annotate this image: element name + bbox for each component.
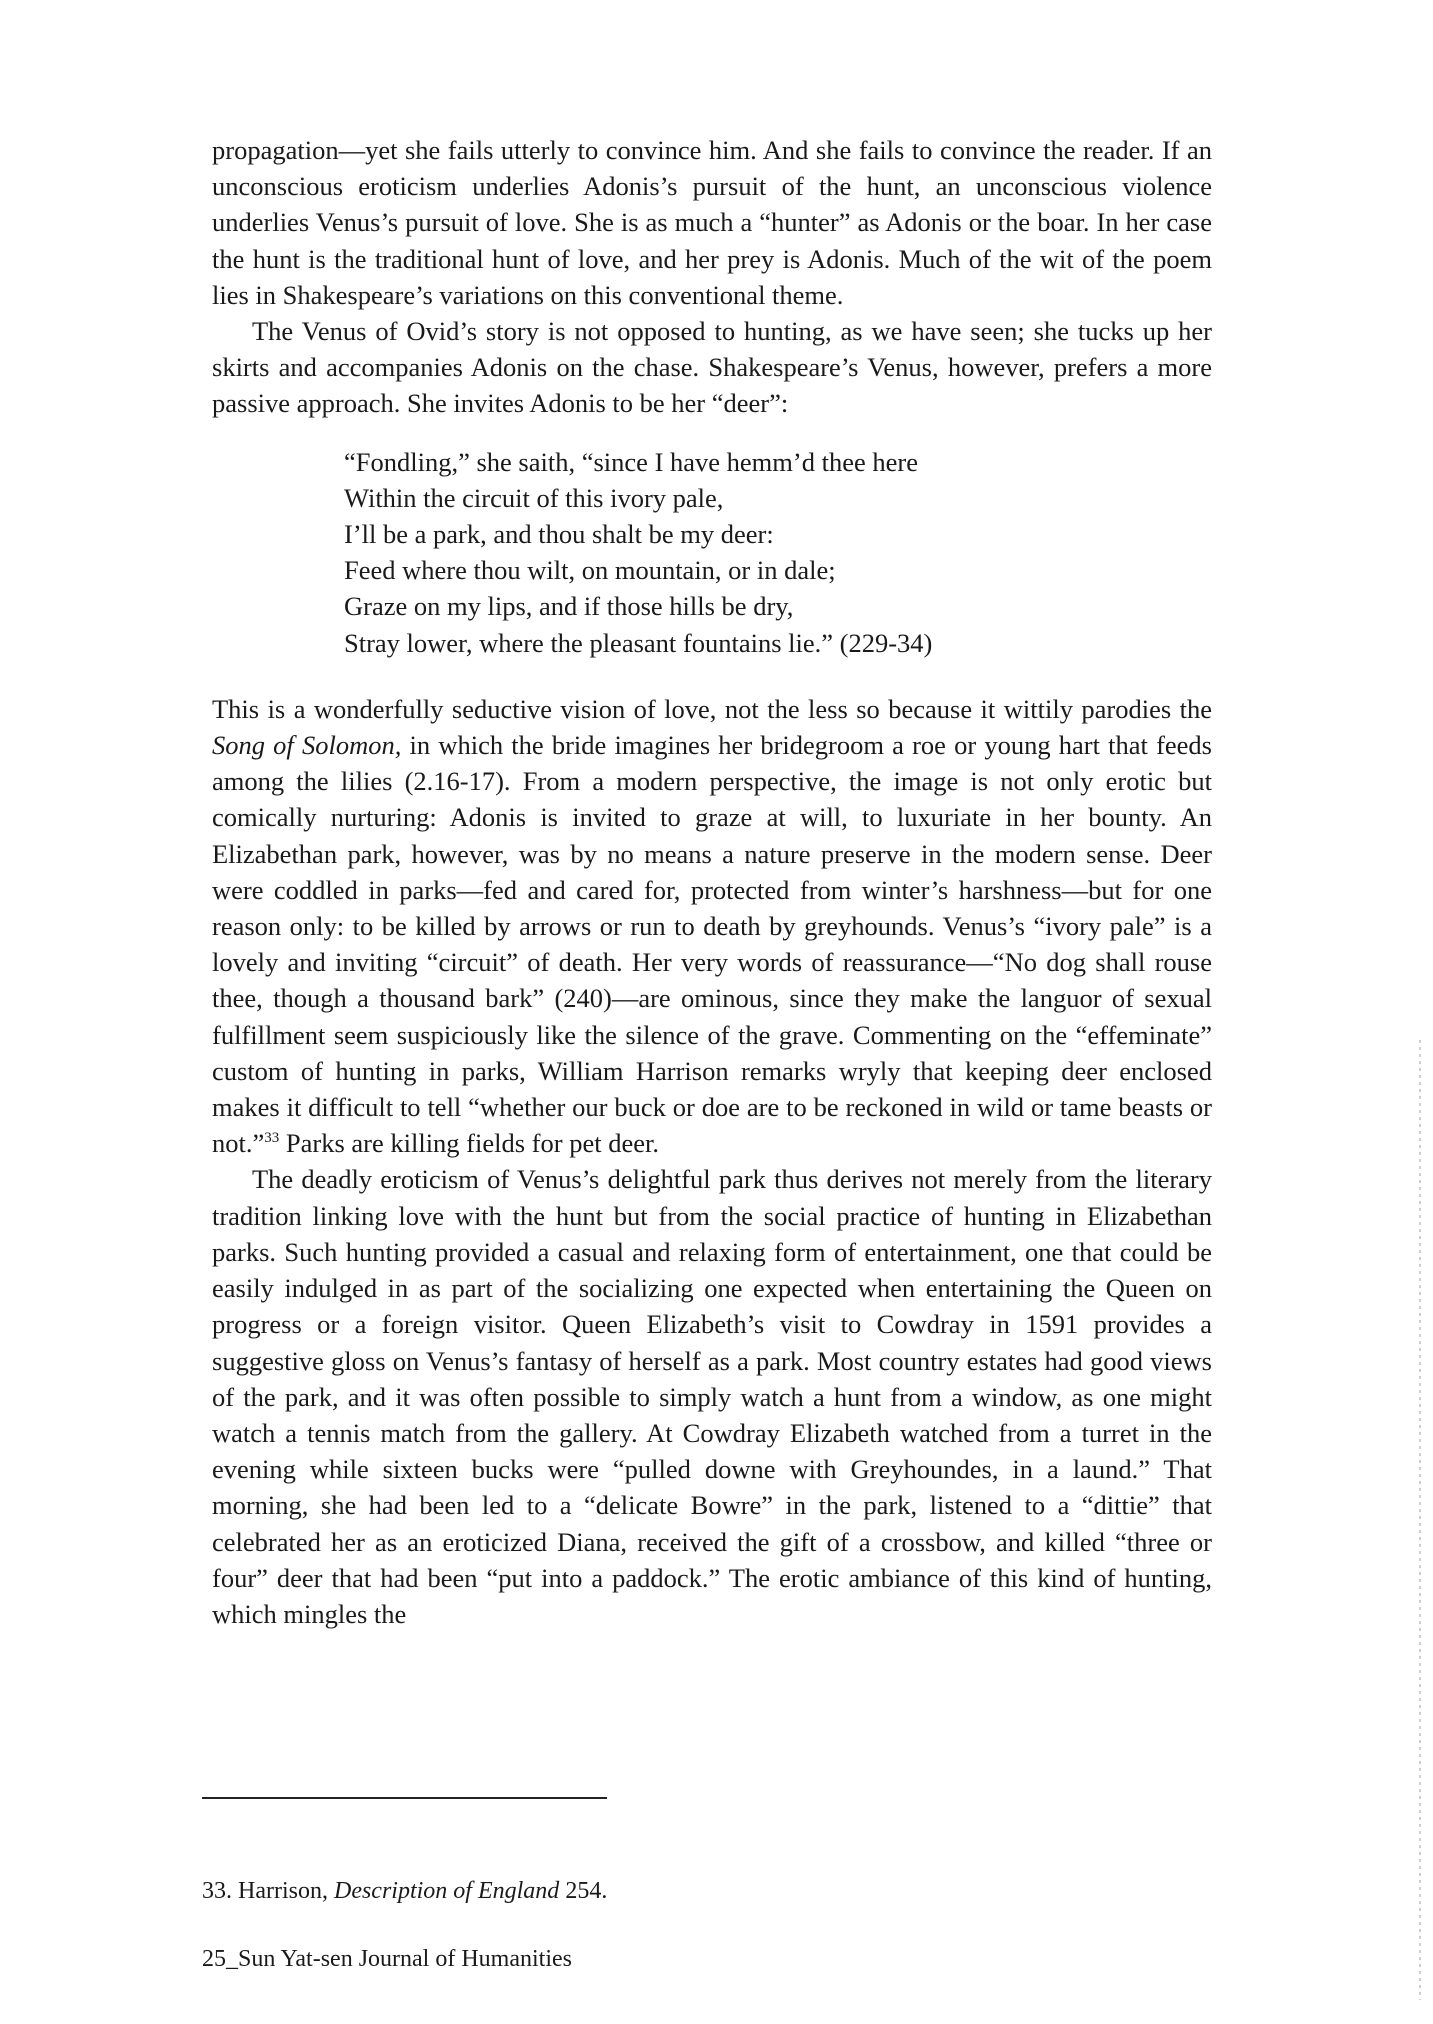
scan-edge-mark [1419,1040,1421,2000]
paragraph-3-text-c: Parks are killing fields for pet deer. [279,1128,659,1159]
verse-line: “Fondling,” she saith, “since I have hemm’d thee here [344,446,918,477]
verse-line: I’ll be a park, and thou shalt be my deer: [344,519,774,550]
paragraph-3 [212,691,1212,1162]
footnote-lead: 33. Harrison, [202,1878,334,1904]
article-body [212,132,1212,1632]
song-of-solomon-title: Song of Solomon, [212,730,402,761]
paragraph-1: propagation—yet she fails utterly to convince him. And she fails to convince the reader. If an unconscious eroticism underlies Adonis’s pursuit of the hunt, an unconscious violence underlies Venus’s pursuit of love. She is as much a “hunter” as Adonis or the boar. In her case the hunt is the traditional hunt of love, and her prey is Adonis. Much of the wit of the poem lies in Shakespeare’s variations on this conventional theme. [212,135,1212,310]
paragraph-2: The Venus of Ovid’s story is not opposed to hunting, as we have seen; she tucks up her skirts and accompanies Adonis on the chase. Shakespeare’s Venus, however, prefers a more passive approach. She invites Adonis to be her “deer”: [212,316,1212,419]
footnote-book-title: Description of England [333,1878,560,1904]
verse-line: Feed where thou wilt, on mountain, or in dale; [344,555,836,586]
footnote-page: 254. [559,1878,608,1904]
verse-line: Graze on my lips, and if those hills be dry, [344,591,794,622]
page-footer: 25_Sun Yat-sen Journal of Humanities [202,1946,572,1972]
paragraph-4: The deadly eroticism of Venus’s delightful park thus derives not merely from the literary tradition linking love with the hunt but from the social practice of hunting in Elizabethan parks. Such hunting provided a casual and relaxing form of entertainment, one that could be easily indulged in as part of the socializing one expected when entertaining the Queen on progress or a foreign visitor. Queen Elizabeth’s visit to Cowdray in 1591 provides a suggestive gloss on Venus’s fantasy of herself as a park. Most country estates had good views of the park, and it was often possible to simply watch a hunt from a window, as one might watch a tennis match from the gallery. At Cowdray Elizabeth watched from a turret in the evening while sixteen bucks were “pulled downe with Greyhoundes, in a laund.” That morning, she had been led to a “delicate Bowre” in the park, listened to a “dittie” that celebrated her as an eroticized Diana, received the gift of a crossbow, and killed “three or four” deer that had been “put into a paddock.” The erotic ambiance of this kind of hunting, which mingles the [212,1164,1212,1629]
verse-line: Stray lower, where the pleasant fountains lie.” (229-34) [344,627,933,658]
verse-line: Within the circuit of this ivory pale, [344,482,724,513]
paragraph-3-text-b: in which the bride imagines her bridegroom a roe or young hart that feeds among the lilies (2.16-17). From a modern perspective, the image is not only erotic but comically nurturing: Adonis is invited to graze at will, to luxuriate in her bounty. An Elizabethan park, however, was by no means a nature preserve in the modern sense. Deer were coddled in parks—fed and cared for, protected from winter’s harshness—but for one reason only: to be killed by arrows or run to death by greyhounds. Venus’s “ivory pale” is a lovely and inviting “circuit” of death. Her very words of reassurance—“No dog shall rouse thee, though a thousand bark” (240)—are ominous, since they make the languor of sexual fulfillment seem suspiciously like the silence of the grave. Commenting on the “effeminate” custom of hunting in parks, William Harrison remarks wryly that keeping deer enclosed makes it difficult to tell “whether our buck or doe are to be reckoned in wild or tame beasts or not.” [212,730,1212,1159]
paragraph-3-text-a: This is a wonderfully seductive vision of love, not the less so because it wittily parodies the [212,693,1212,724]
footnote-33 [202,1876,607,1906]
footnote-divider [202,1797,607,1799]
footnote-reference: 33 [264,1130,280,1147]
verse-quotation [344,444,1212,661]
